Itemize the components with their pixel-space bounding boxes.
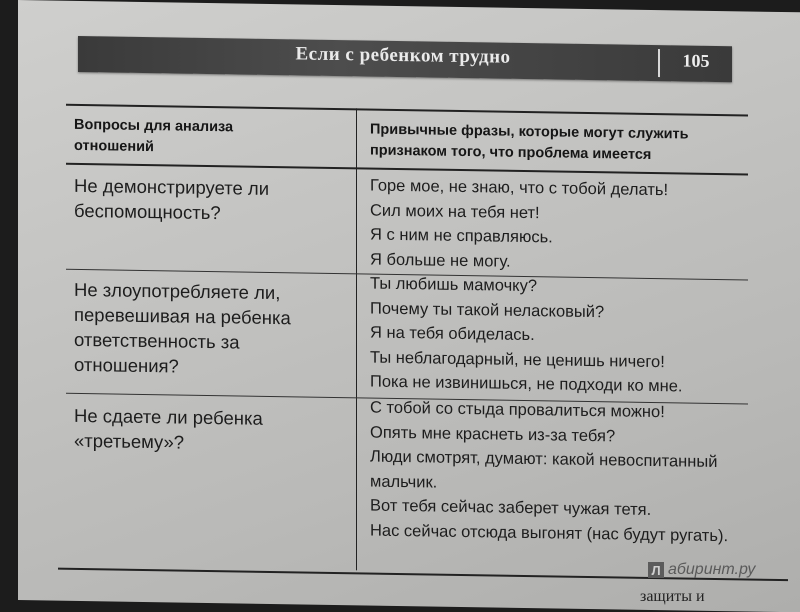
phrase-line: Опять мне краснеть из-за тебя? <box>370 423 616 445</box>
next-page-cut-text: защиты и <box>640 588 705 605</box>
column-header-questions: Вопросы для анализа отношений <box>74 116 234 156</box>
row-1-phrases <box>370 174 668 277</box>
watermark-text: абиринт.ру <box>668 561 756 578</box>
phrase-line: Ты неблагодарный, не ценишь ничего! <box>370 348 665 371</box>
book-page <box>18 0 800 612</box>
phrase-line: С тобой со стыда провалиться можно! <box>370 398 665 422</box>
phrase-line: Почему ты такой неласковый? <box>370 299 605 321</box>
phrase-line: Нас сейчас отсюда выгонят (нас будут ругать). <box>370 521 729 546</box>
phrase-line: Пока не извинишься, не подходи ко мне. <box>370 372 683 396</box>
chapter-title: Если с ребенком трудно <box>295 43 511 68</box>
phrase-line: Люди смотрят, думают: какой невоспитанный <box>370 447 718 472</box>
table-top-rule <box>66 104 748 117</box>
phrase-line: Я на тебя обиделась. <box>370 323 535 345</box>
row-3-phrases <box>370 396 728 549</box>
running-header <box>78 36 732 82</box>
row-1-question: Не демонстрируете ли беспомощность? <box>74 174 270 224</box>
row-2-phrases <box>370 272 682 400</box>
phrase-line: Сил моих на тебя нет! <box>370 201 540 222</box>
labirint-logo-icon: Л <box>648 562 664 578</box>
labirint-watermark <box>648 561 755 579</box>
header-divider <box>658 49 660 77</box>
phrase-line: Горе мое, не знаю, что с тобой делать! <box>370 176 669 200</box>
phrase-line: Я с ним не справляюсь. <box>370 225 553 247</box>
row-3-question: Не сдаете ли ребенка «третьему»? <box>74 404 263 453</box>
row-2-question: Не злоупотребляете ли, перевешивая на ребенка ответственность за отношения? <box>74 278 291 377</box>
phrase-line: Я больше не могу. <box>370 250 511 271</box>
phrase-line: мальчик. <box>370 472 438 492</box>
page-number: 105 <box>682 50 710 71</box>
phrase-line: Вот тебя сейчас заберет чужая тетя. <box>370 496 652 520</box>
phrase-line: Ты любишь мамочку? <box>370 274 537 296</box>
column-header-phrases: Привычные фразы, которые могут служить признаком того, что проблема имеется <box>370 121 689 163</box>
table-column-divider <box>356 108 357 570</box>
